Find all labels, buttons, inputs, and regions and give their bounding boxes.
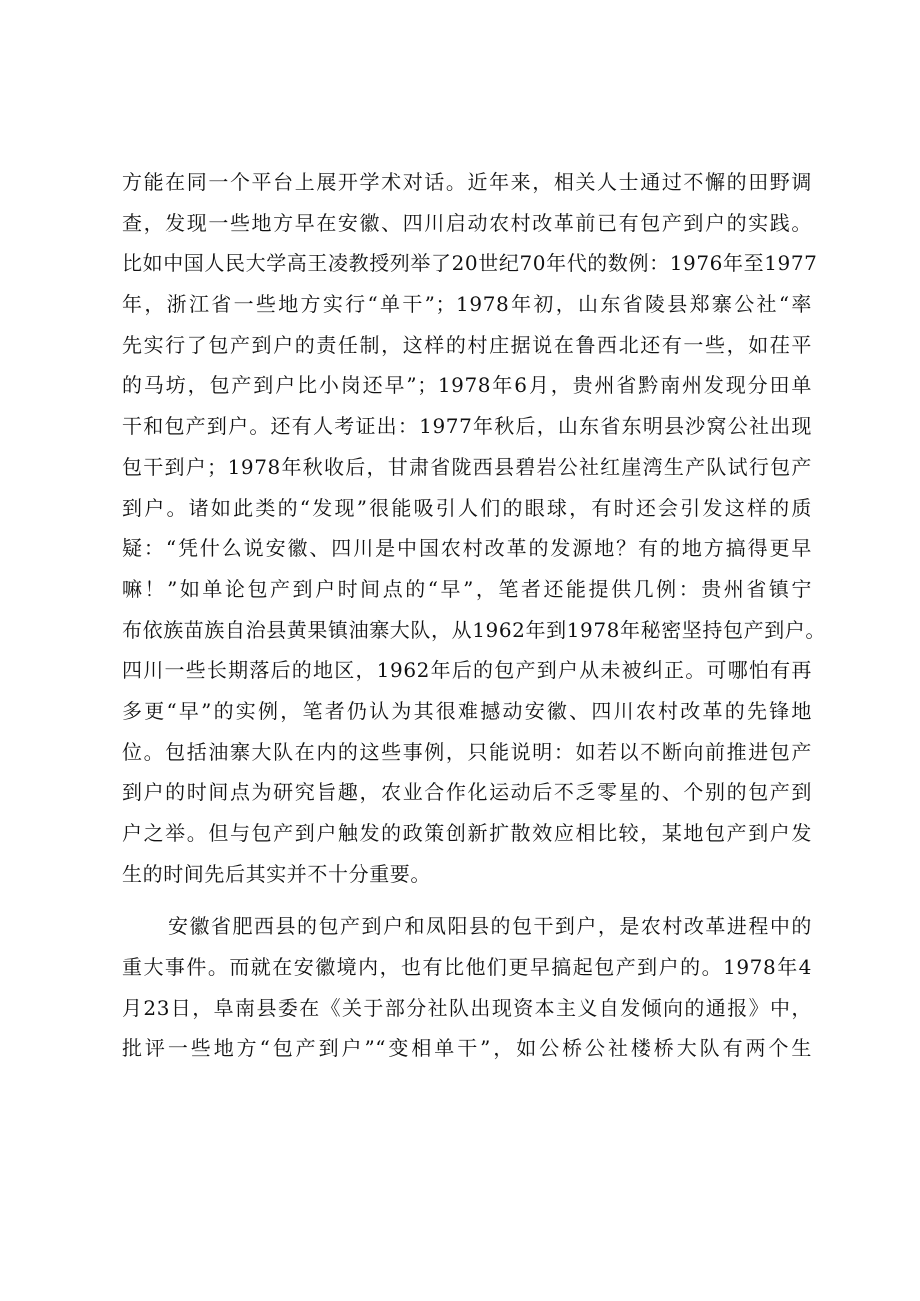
text-line: 嘛！”如单论包产到户时间点的“早”，笔者还能提供几例：贵州省镇宁 xyxy=(122,576,812,601)
body-text xyxy=(122,162,826,1069)
text-line: 批评一些地方“包产到户”“变相单干”，如公桥公社楼桥大队有两个生 xyxy=(122,1036,812,1061)
text-line: 方能在同一个平台上展开学术对话。近年来，相关人士通过不懈的田野调 xyxy=(122,170,812,194)
text-line: 到户的时间点为研究旨趣，农业合作化运动后不乏零星的、个别的包产到 xyxy=(122,780,812,805)
text-line: 重大事件。而就在安徽境内，也有比他们更早搞起包产到户的。1978年4 xyxy=(122,955,812,980)
text-line: 的马坊，包产到户比小岗还早”；1978年6月，贵州省黔南州发现分田单 xyxy=(122,373,812,398)
text-line: 布依族苗族自治县黄果镇油寨大队，从1962年到1978年秘密坚持包产到户。 xyxy=(122,617,826,642)
text-line: 位。包括油寨大队在内的这些事例，只能说明：如若以不断向前推进包产 xyxy=(122,739,812,764)
text-line: 查，发现一些地方早在安徽、四川启动农村改革前已有包产到户的实践。 xyxy=(122,210,812,235)
text-line: 比如中国人民大学高王凌教授列举了20世纪70年代的数例：1976年至1977 xyxy=(122,251,818,276)
text-line: 生的时间先后其实并不十分重要。 xyxy=(122,861,431,886)
text-line: 四川一些长期落后的地区，1962年后的包产到户从未被纠正。可哪怕有再 xyxy=(122,658,812,683)
text-line: 户之举。但与包产到户触发的政策创新扩散效应相比较，某地包产到户发 xyxy=(122,821,812,845)
text-line: 疑：“凭什么说安徽、四川是中国农村改革的发源地？有的地方搞得更早 xyxy=(122,536,812,561)
text-line: 先实行了包产到户的责任制，这样的村庄据说在鲁西北还有一些，如茌平 xyxy=(122,332,812,357)
text-line: 月23日，阜南县委在《关于部分社队出现资本主义自发倾向的通报》中， xyxy=(122,995,812,1020)
text-line: 到户。诸如此类的“发现”很能吸引人们的眼球，有时还会引发这样的质 xyxy=(122,495,812,520)
text-line: 年，浙江省一些地方实行“单干”；1978年初，山东省陵县郑寨公社“率 xyxy=(122,292,812,317)
paragraph-1 xyxy=(122,162,826,894)
paragraph-2 xyxy=(122,906,812,1069)
text-line: 多更“早”的实例，笔者仍认为其很难撼动安徽、四川农村改革的先锋地 xyxy=(122,698,812,723)
text-line: 干和包产到户。还有人考证出：1977年秋后，山东省东明县沙窝公社出现 xyxy=(122,414,812,439)
paragraph-gap xyxy=(122,894,812,906)
text-line: 安徽省肥西县的包产到户和凤阳县的包干到户，是农村改革进程中的 xyxy=(168,914,812,939)
text-line: 包干到户；1978年秋收后，甘肃省陇西县碧岩公社红崖湾生产队试行包产 xyxy=(122,454,812,479)
